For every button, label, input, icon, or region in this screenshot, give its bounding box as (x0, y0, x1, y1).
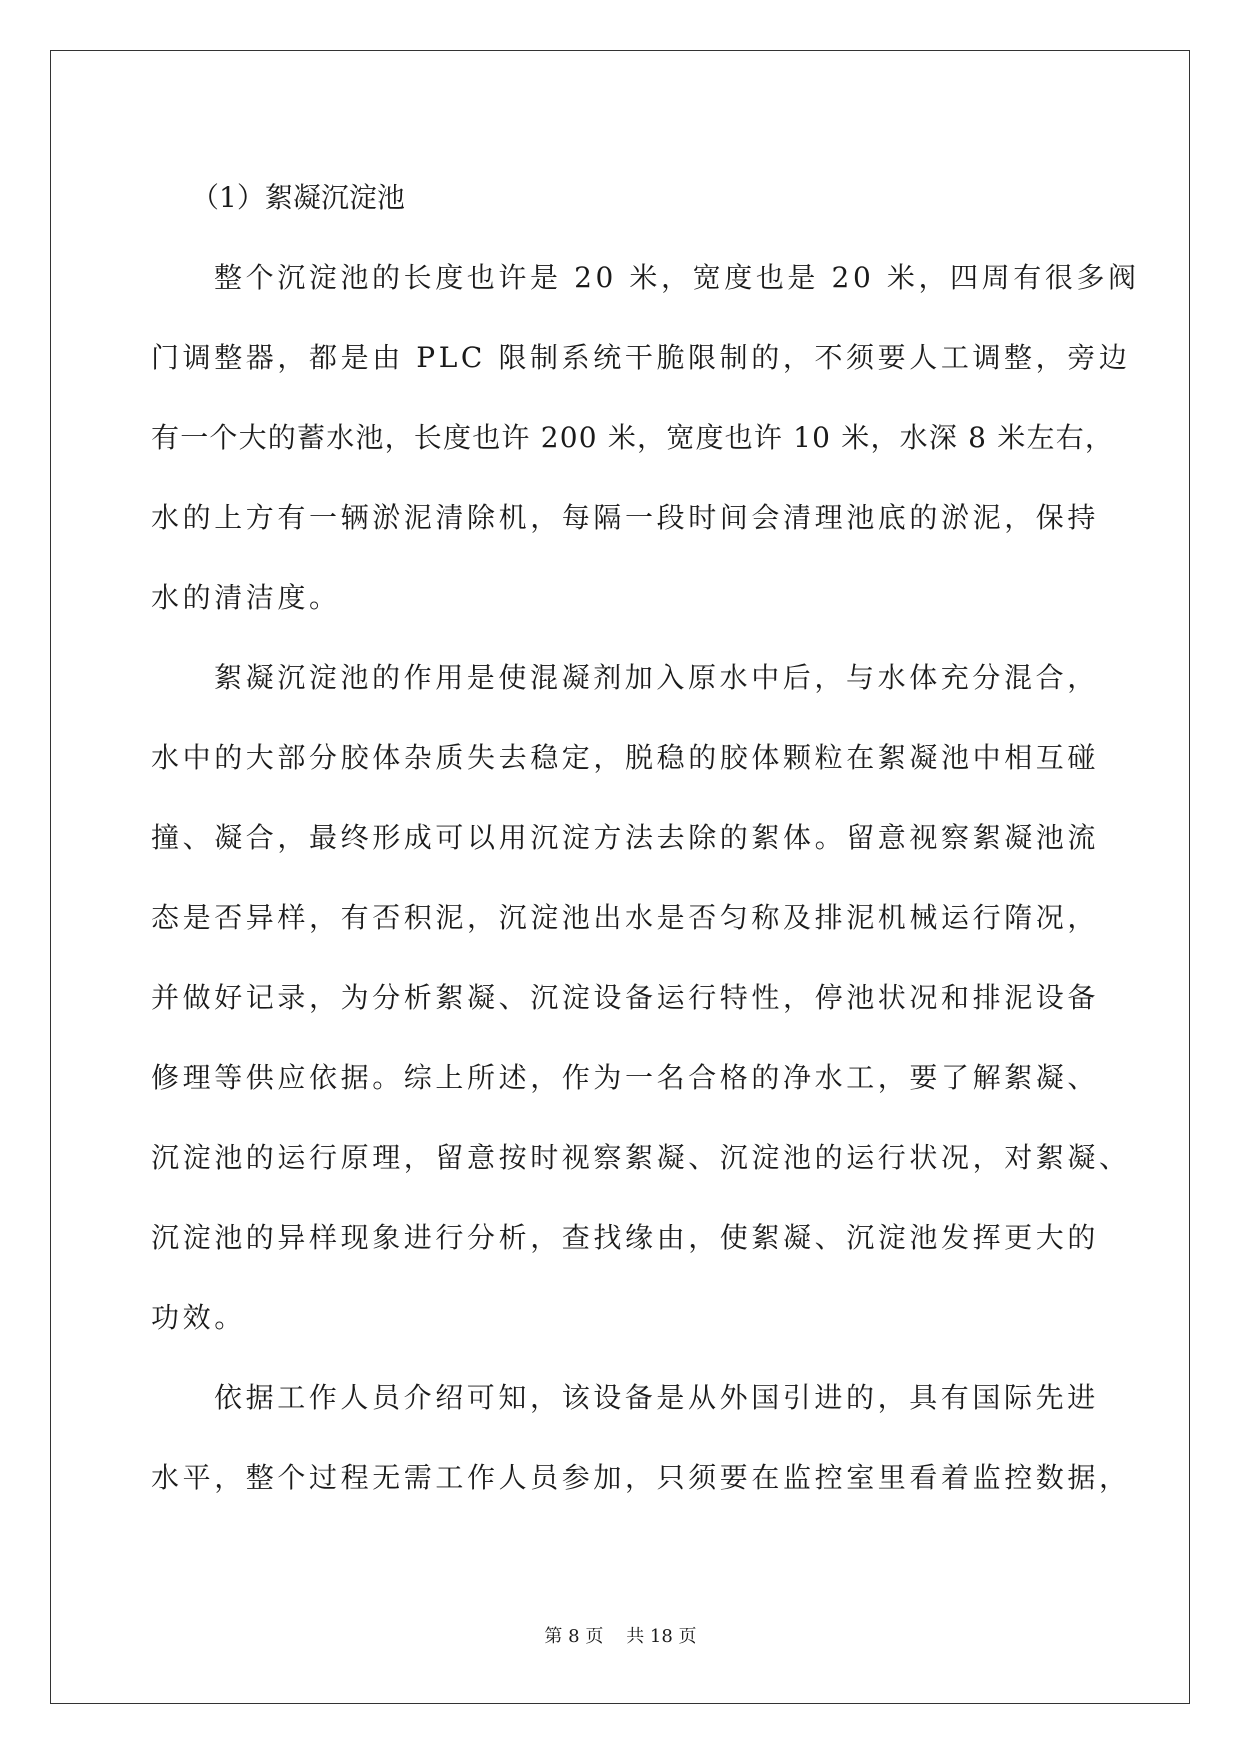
paragraph-line: 功效。 (151, 1301, 246, 1334)
paragraph-line: 水的清洁度。 (151, 581, 341, 614)
paragraph-line: 絮凝沉淀池的作用是使混凝剂加入原水中后，与水体充分混合， (214, 661, 1099, 694)
paragraph-3 (151, 1358, 1131, 1518)
paragraph-1 (151, 238, 1140, 638)
paragraph-line: 依据工作人员介绍可知，该设备是从外国引进的，具有国际先进 (214, 1381, 1099, 1414)
document-body (151, 158, 1140, 1518)
paragraph-line: 并做好记录，为分析絮凝、沉淀设备运行特性，停池状况和排泥设备 (151, 981, 1100, 1014)
paragraph-line: 水中的大部分胶体杂质失去稳定，脱稳的胶体颗粒在絮凝池中相互碰 (151, 741, 1100, 774)
paragraph-line: 沉淀池的运行原理，留意按时视察絮凝、沉淀池的运行状况，对絮凝、 (151, 1141, 1131, 1174)
paragraph-line: 水平，整个过程无需工作人员参加，只须要在监控室里看着监控数据， (151, 1461, 1131, 1494)
paragraph-line: 撞、凝合，最终形成可以用沉淀方法去除的絮体。留意视察絮凝池流 (151, 821, 1100, 854)
paragraph-line: 沉淀池的异样现象进行分析，查找缘由，使絮凝、沉淀池发挥更大的 (151, 1221, 1100, 1254)
section-heading: （1）絮凝沉淀池 (191, 181, 405, 214)
paragraph-line: 态是否异样，有否积泥，沉淀池出水是否匀称及排泥机械运行隋况， (151, 901, 1100, 934)
paragraph-line: 修理等供应依据。综上所述，作为一名合格的净水工，要了解絮凝、 (151, 1061, 1100, 1094)
paragraph-2 (151, 638, 1131, 1358)
paragraph-line: 门调整器，都是由 PLC 限制系统干脆限制的，不须要人工调整，旁边 (151, 341, 1131, 374)
paragraph-line: 整个沉淀池的长度也许是 20 米，宽度也是 20 米，四周有很多阀 (214, 261, 1140, 294)
page-number-footer: 第 8 页 共 18 页 (544, 1626, 697, 1647)
paragraph-line: 水的上方有一辆淤泥清除机，每隔一段时间会清理池底的淤泥，保持 (151, 501, 1100, 534)
paragraph-line: 有一个大的蓄水池，长度也许 200 米，宽度也许 10 米，水深 8 米左右， (151, 421, 1115, 454)
